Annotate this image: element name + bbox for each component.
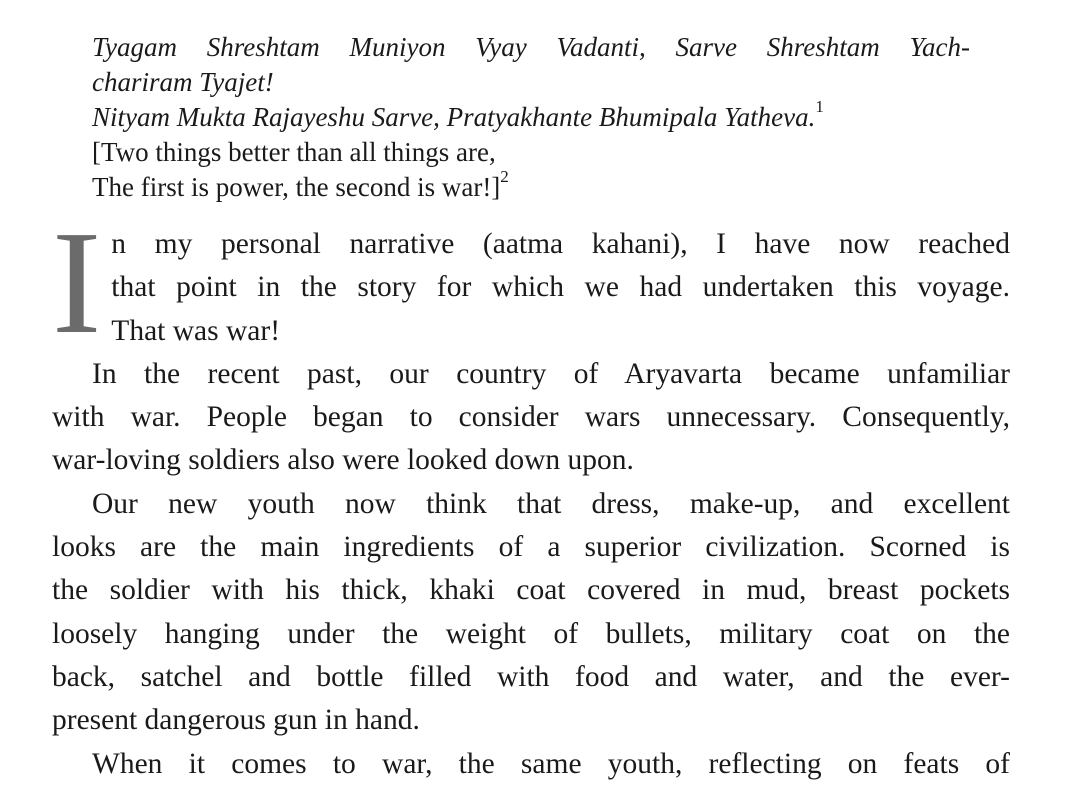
paragraph [52, 201, 1010, 365]
epigraph-line: [Two things better than all things are, [92, 137, 496, 167]
text-line: back, satchel and bottle filled with food and water, and the ever- [52, 660, 1010, 693]
text-line: looks are the main ingredients of a superior civilization. Scorned is [52, 531, 1010, 564]
footnote-marker[interactable]: 2 [500, 167, 509, 186]
text-line: That was war! [111, 314, 281, 347]
text-line: the soldier with his thick, khaki coat covered in mud, breast pockets [52, 574, 1010, 607]
paragraph [52, 483, 1010, 743]
text-line: present dangerous gun in hand. [52, 704, 420, 737]
text-line: with war. People began to consider wars unnecessary. Consequently, [52, 401, 1010, 434]
footnote-marker[interactable]: 1 [815, 97, 824, 116]
epigraph-line [92, 167, 1010, 205]
book-page [52, 30, 1010, 780]
text-line: n my personal narrative (aatma kahani), I have now reached [111, 228, 1010, 260]
epigraph-line: chariram Tyajet! [92, 67, 274, 97]
epigraph-line: Tyagam Shreshtam Muniyon Vyay Vadanti, Sarve Shreshtam Yach- [92, 32, 970, 62]
body-text [52, 201, 1010, 780]
text-line: In the recent past, our country of Aryavarta became unfamiliar [92, 357, 1010, 390]
text-line-cut-off: When it comes to war, the same youth, reflecting on feats of [92, 747, 1010, 780]
text-line: that point in the story for which we had undertaken this voyage. [111, 271, 1010, 304]
drop-cap: I [52, 201, 102, 365]
paragraph-partial [52, 743, 1010, 780]
epigraph-line-text: Nityam Mukta Rajayeshu Sarve, Pratyakhante Bhumipala Yatheva. [92, 102, 816, 132]
text-line: loosely hanging under the weight of bullets, military coat on the [52, 617, 1010, 650]
paragraph [52, 353, 1010, 483]
epigraph-line [92, 97, 1010, 135]
text-line: war-loving soldiers also were looked down upon. [52, 444, 634, 477]
epigraph [92, 30, 1010, 205]
text-line: Our new youth now think that dress, make-up, and excellent [92, 487, 1010, 520]
epigraph-line-text: The first is power, the second is war!] [92, 172, 501, 202]
